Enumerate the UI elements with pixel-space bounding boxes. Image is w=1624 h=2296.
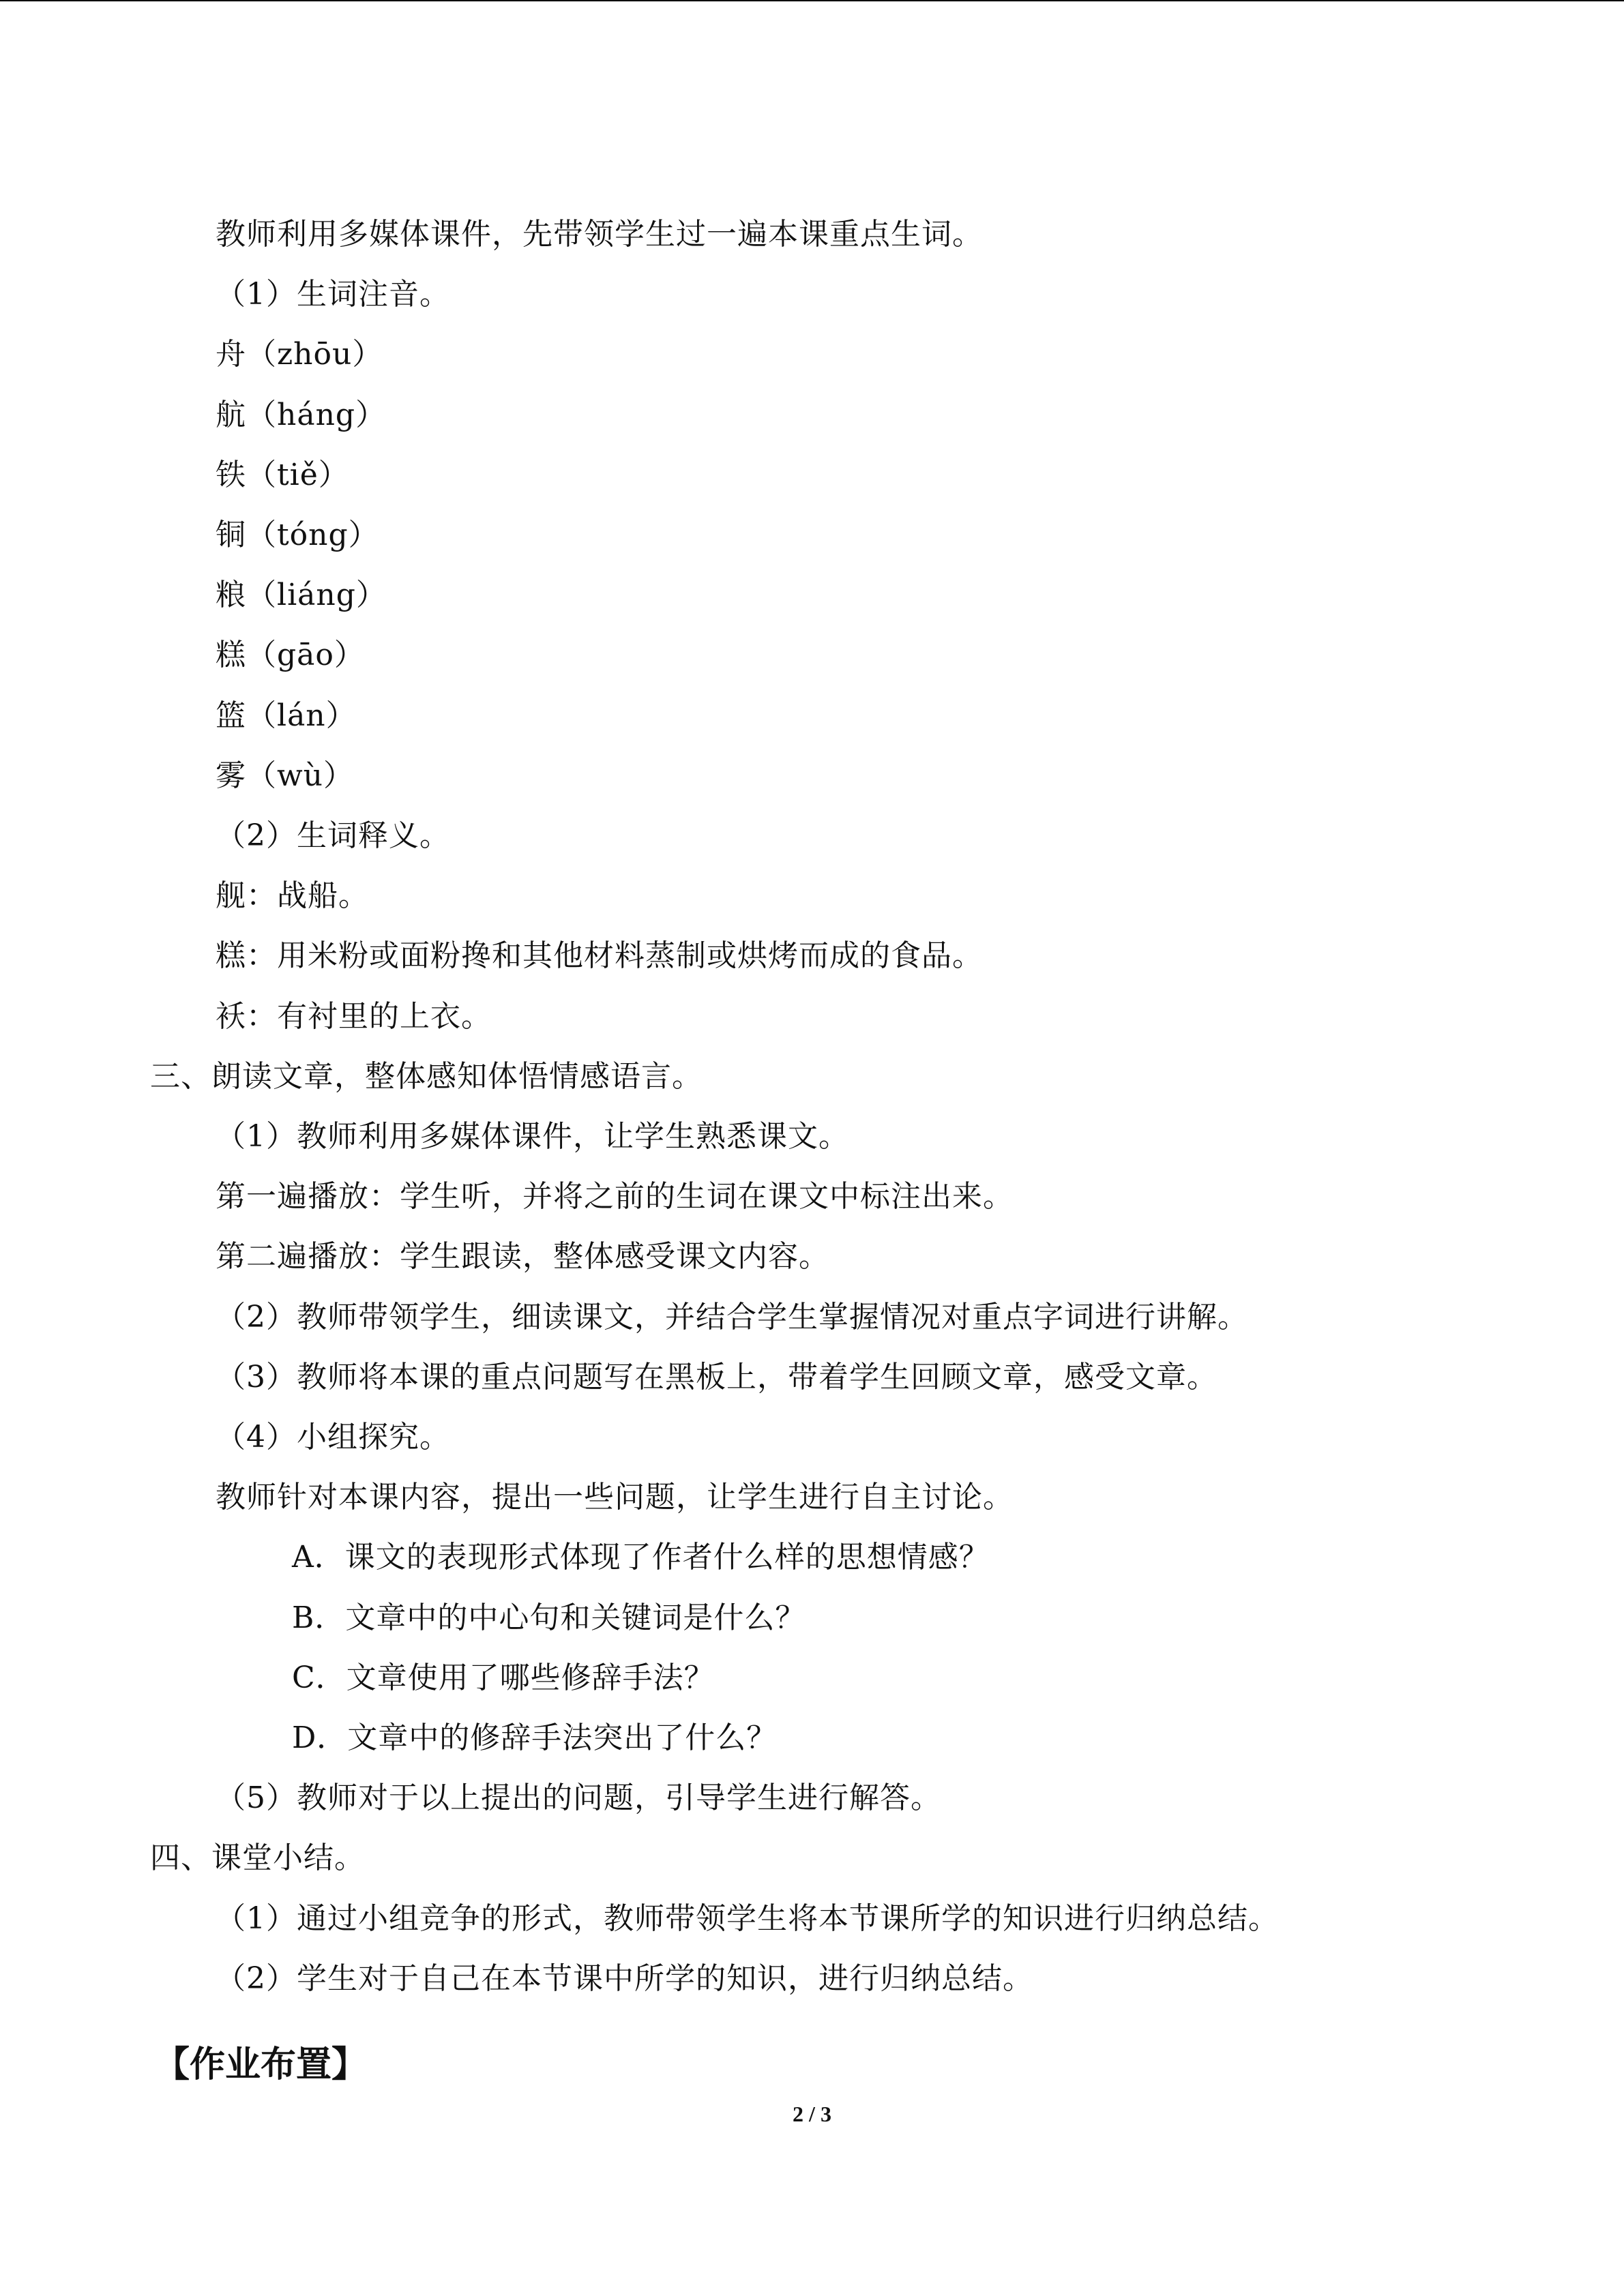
paragraph-line: 教师针对本课内容，提出一些问题，让学生进行自主讨论。 (216, 1480, 1014, 1515)
question-item: C．文章使用了哪些修辞手法？ (292, 1660, 715, 1695)
paragraph-line: 舟（zhōu） (216, 337, 383, 372)
paragraph-line: 舰：战船。 (216, 878, 369, 913)
paragraph-line: 航（háng） (216, 398, 387, 432)
paragraph-line: （4）小组探究。 (216, 1420, 450, 1455)
paragraph-line: 粮（liáng） (216, 578, 387, 612)
section-heading-line: 三、朗读文章，整体感知体悟情感语言。 (150, 1059, 703, 1094)
top-border (0, 0, 1624, 1)
paragraph-line: 第一遍播放：学生听，并将之前的生词在课文中标注出来。 (216, 1179, 1014, 1214)
question-item: A．课文的表现形式体现了作者什么样的思想情感？ (292, 1540, 990, 1575)
section-heading-homework: 【作业布置】 (154, 2044, 368, 2085)
paragraph-line: 袄：有衬里的上衣。 (216, 999, 492, 1034)
paragraph-line: （3）教师将本课的重点问题写在黑板上，带着学生回顾文章，感受文章。 (216, 1360, 1217, 1395)
paragraph-line: （2）教师带领学生，细读课文，并结合学生掌握情况对重点字词进行讲解。 (216, 1300, 1248, 1335)
paragraph-line: 教师利用多媒体课件，先带领学生过一遍本课重点生词。 (216, 217, 983, 252)
paragraph-line: （5）教师对于以上提出的问题，引导学生进行解答。 (216, 1780, 941, 1815)
section-heading-line: 四、课堂小结。 (150, 1840, 365, 1875)
paragraph-line: 糕（gāo） (216, 638, 365, 672)
paragraph-line: 第二遍播放：学生跟读，整体感受课文内容。 (216, 1239, 829, 1274)
paragraph-line: 糕：用米粉或面粉搀和其他材料蒸制或烘烤而成的食品。 (216, 938, 983, 973)
paragraph-line: 铜（tóng） (216, 518, 379, 552)
paragraph-line: 雾（wù） (216, 758, 354, 793)
paragraph-line: （1）生词注音。 (216, 277, 450, 312)
paragraph-line: （1）教师利用多媒体课件，让学生熟悉课文。 (216, 1119, 849, 1154)
paragraph-line: 铁（tiě） (216, 458, 349, 492)
paragraph-line: 篮（lán） (216, 698, 357, 733)
paragraph-line: （2）生词释义。 (216, 818, 450, 853)
page-number: 2 / 3 (793, 2102, 831, 2126)
question-item: D．文章中的修辞手法突出了什么？ (292, 1720, 778, 1755)
paragraph-line: （2）学生对于自己在本节课中所学的知识，进行归纳总结。 (216, 1961, 1033, 1996)
paragraph-line: （1）通过小组竞争的形式，教师带领学生将本节课所学的知识进行归纳总结。 (216, 1901, 1279, 1936)
question-item: B．文章中的中心句和关键词是什么？ (292, 1600, 806, 1635)
